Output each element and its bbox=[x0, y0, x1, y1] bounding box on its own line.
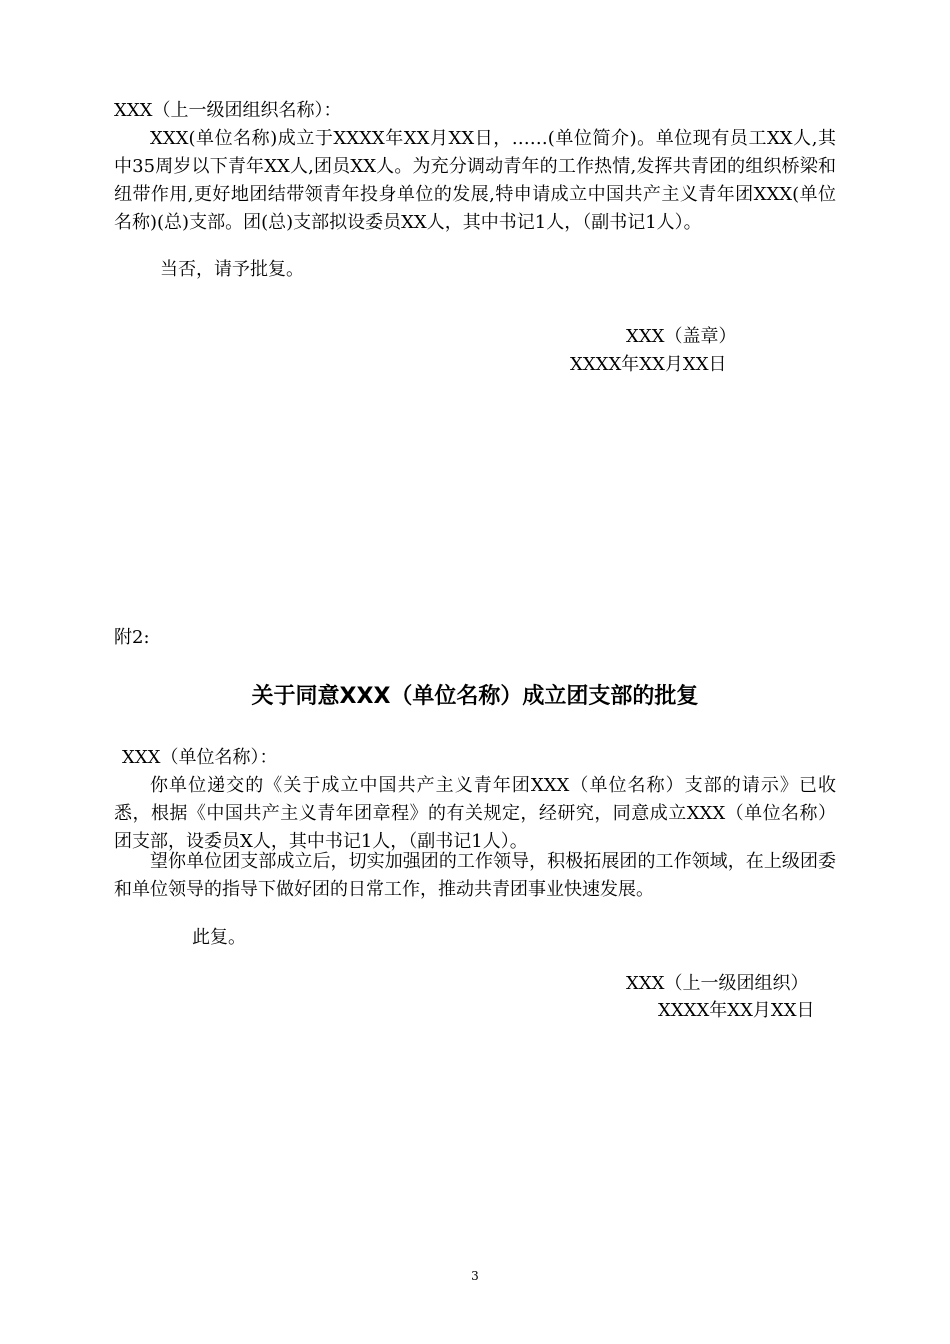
letter-closing: 当否，请予批复。 bbox=[160, 259, 304, 280]
annex-label: 附2: bbox=[114, 627, 150, 648]
reply-date: XXXX年XX月XX日 bbox=[658, 1000, 815, 1021]
page-number: 3 bbox=[471, 1269, 479, 1283]
reply-paragraph-2: 望你单位团支部成立后，切实加强团的工作领导，积极拓展团的工作领域，在上级团委和单位领导的指导下做好团的日常工作，推动共青团事业快速发展。 bbox=[114, 851, 836, 900]
reply-title: 关于同意XXX（单位名称）成立团支部的批复 bbox=[251, 684, 699, 709]
letter-body: XXX(单位名称)成立于XXXX年XX月XX日，……(单位简介)。单位现有员工XX人,其中35周岁以下青年XX人,团员XX人。为充分调动青年的工作热情,发挥共青团的组织桥梁和纽带作用,更好地团结带领青年投身单位的发展,特申请成立中国共产主义青年团XXX(单位名称)(总)支部。团(总)支部拟设委员XX人，其中书记1人，（副书记1人）。 bbox=[114, 128, 836, 233]
reply-closing: 此复。 bbox=[192, 927, 246, 948]
reply-signature: XXX（上一级团组织） bbox=[626, 973, 809, 994]
letter-date: XXXX年XX月XX日 bbox=[570, 354, 727, 375]
letter-signature: XXX（盖章） bbox=[626, 326, 737, 347]
letter-salutation: XXX（上一级团组织名称）： bbox=[114, 100, 342, 121]
reply-paragraph-1: 你单位递交的《关于成立中国共产主义青年团XXX（单位名称）支部的请示》已收悉，根据《中国共产主义青年团章程》的有关规定，经研究，同意成立XXX（单位名称）团支部，设委员X人，其中书记1人，（副书记1人）。 bbox=[114, 775, 836, 852]
reply-salutation: XXX（单位名称）： bbox=[122, 747, 278, 768]
